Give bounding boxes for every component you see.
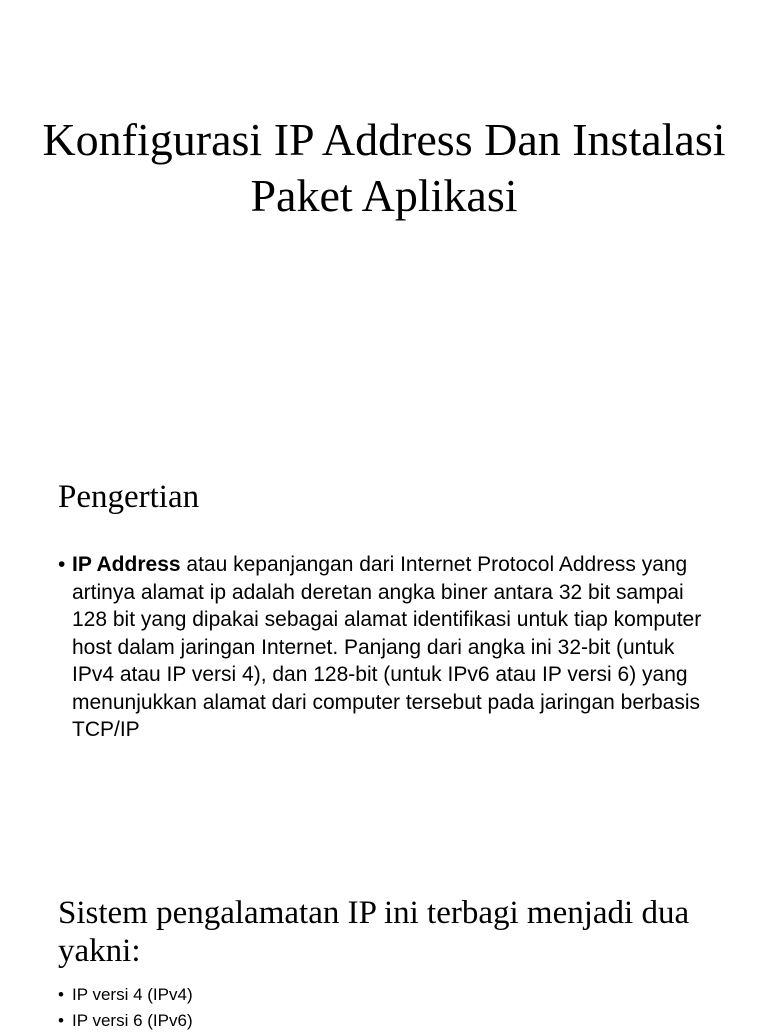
- ip-version-list: [58, 982, 718, 1034]
- list-item: [58, 551, 718, 744]
- definition-list: [58, 551, 718, 744]
- bullet-icon: •: [58, 1011, 64, 1030]
- slide-heading-ip-systems: Sistem pengalamatan IP ini terbagi menjadi dua yakni:: [58, 895, 690, 969]
- presentation-title: Konfigurasi IP Address Dan Instalasi Paket Aplikasi: [42, 114, 726, 221]
- title-slide: [0, 0, 768, 430]
- definition-slide: [0, 430, 768, 860]
- list-item: [58, 1008, 718, 1034]
- ip-systems-slide: [0, 860, 768, 1030]
- bullet-icon: •: [58, 553, 66, 576]
- slide-heading-pengertian: Pengertian: [58, 479, 200, 515]
- ip-version-label: IP versi 6 (IPv6): [72, 1011, 193, 1030]
- term-ip-address: IP Address: [72, 553, 181, 576]
- list-item: [58, 982, 718, 1008]
- ip-version-label: IP versi 4 (IPv4): [72, 985, 193, 1004]
- definition-text: atau kepanjangan dari Internet Protocol Address yang artinya alamat ip adalah deretan angka biner antara 32 bit sampai 128 bit yang dipakai sebagai alamat identifikasi untuk tiap komputer host dalam jaringan Internet. Panjang dari angka ini 32-bit (untuk IPv4 atau IP versi 4), dan 128-bit (untuk IPv6 atau IP versi 6) yang menunjukkan alamat dari computer tersebut pada jaringan berbasis TCP/IP: [72, 553, 702, 741]
- bullet-icon: •: [58, 985, 64, 1004]
